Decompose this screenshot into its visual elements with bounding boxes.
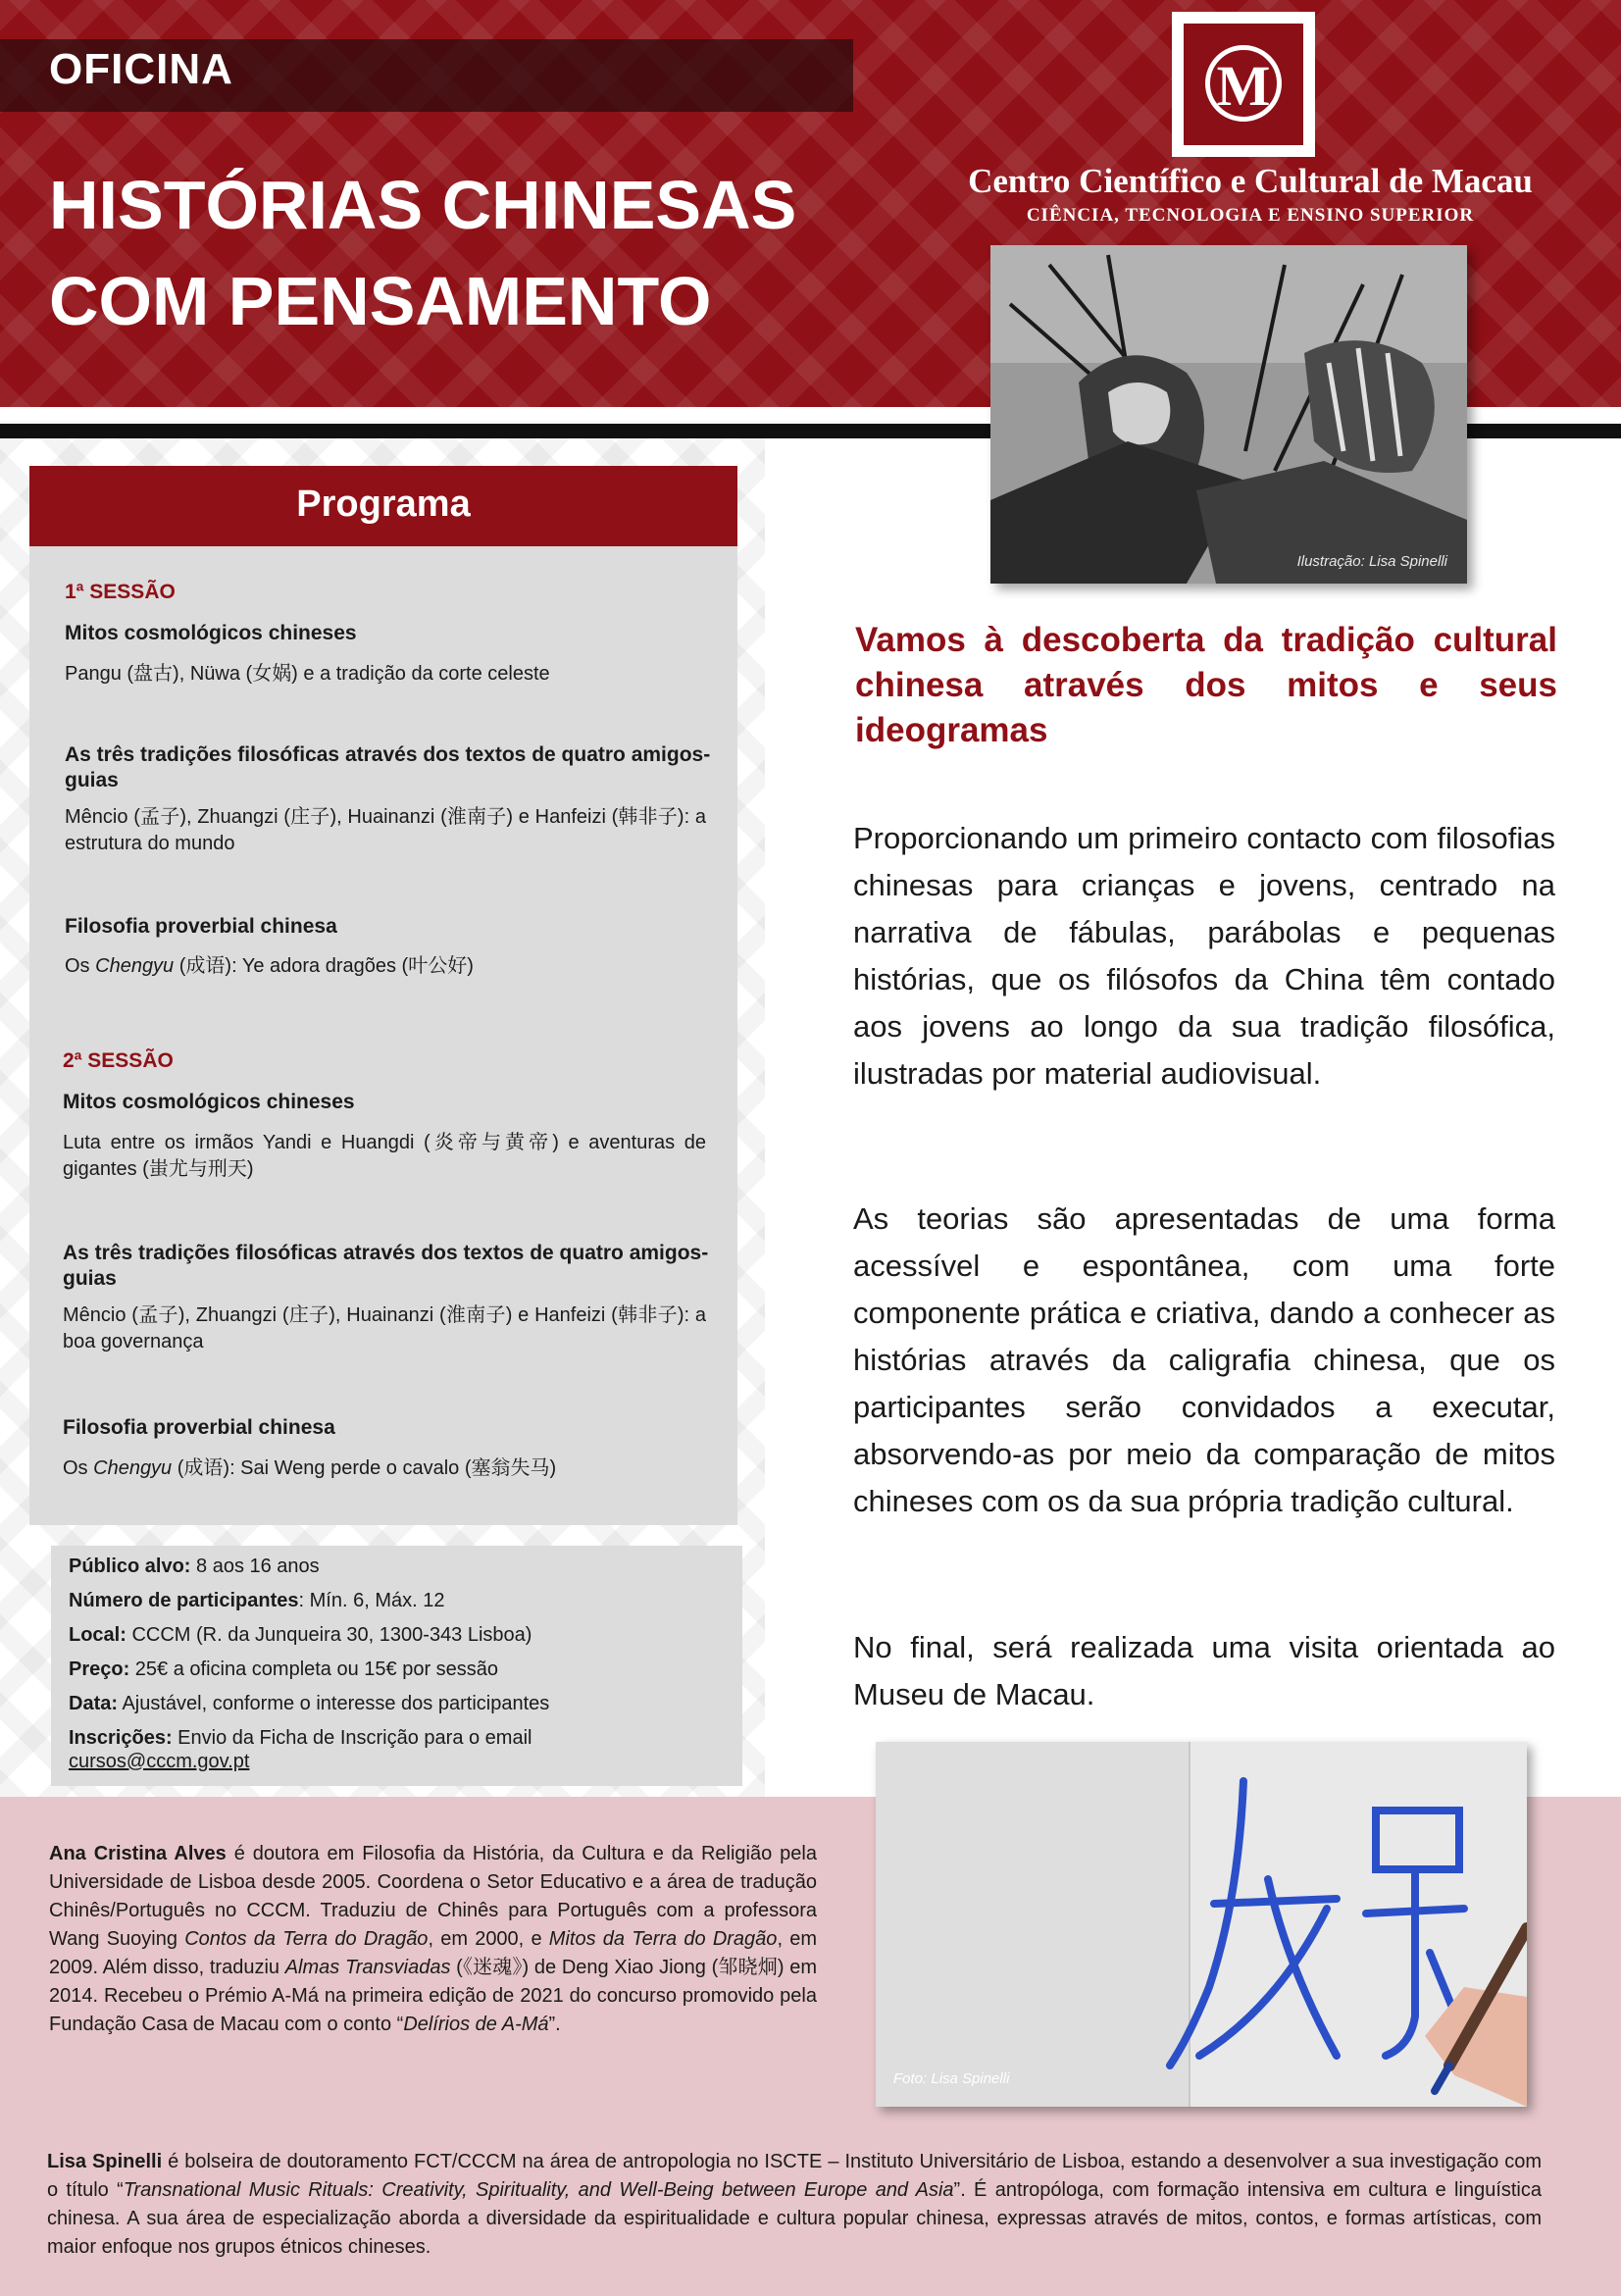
logo-mark-icon [1184, 24, 1303, 145]
calligraphy-drawing-icon [876, 1742, 1527, 2107]
session-1-item-1-text: Pangu (盘古), Nüwa (女娲) e a tradição da corte celeste [65, 663, 550, 685]
body-paragraph-2: As teorias são apresentadas de uma forma acessível e espontânea, com uma forte componente prática e criativa, dando a conhecer as histórias através da caligrafia chinesa, que os participantes serão convidados a executar, absorvendo-as por meio da comparação de mitos chineses com os da sua própria tradição cultural. [853, 1201, 1555, 1518]
info-data: Data: Ajustável, conforme o interesse dos participantes [69, 1693, 550, 1714]
session-2-item-2-text: Mêncio (孟子), Zhuangzi (庄子), Huainanzi (淮南子) e Hanfeizi (韩非子): a boa governança [63, 1304, 706, 1352]
body-paragraph-1: Proporcionando um primeiro contacto com filosofias chinesas para crianças e jovens, centrado na narrativa de fábulas, parábolas e pequenas histórias, que os filósofos da China têm contado aos jovens ao longo da sua tradição filosófica, ilustradas por material audiovisual. [853, 821, 1555, 1091]
info-local: Local: CCCM (R. da Junqueira 30, 1300-343 Lisboa) [69, 1624, 532, 1646]
session-2-label: 2ª SESSÃO [63, 1049, 174, 1072]
lead-heading: Vamos à descoberta da tradição cultural chinesa através dos mitos e seus ideogramas [855, 621, 1557, 749]
info-inscricoes: Inscrições: Envio da Ficha de Inscrição para o email [69, 1727, 532, 1749]
illustration-drawing-icon [990, 245, 1467, 584]
programa-title: Programa [296, 484, 471, 525]
session-1-item-3-text: Os Chengyu (成语): Ye adora dragões (叶公好) [65, 955, 474, 977]
info-participantes: Número de participantes: Mín. 6, Máx. 12 [69, 1590, 445, 1611]
session-1-item-3-heading: Filosofia proverbial chinesa [65, 915, 337, 938]
info-preco: Preço: 25€ a oficina completa ou 15€ por sessão [69, 1658, 499, 1680]
session-2-item-3-text: Os Chengyu (成语): Sai Weng perde o cavalo (塞翁失马) [63, 1457, 557, 1479]
illustration-credit: Ilustração: Lisa Spinelli [1296, 553, 1447, 570]
session-1-item-2-heading: As três tradições filosóficas através dos textos de quatro amigos-guias [65, 743, 711, 791]
logo-letter: M [1216, 54, 1271, 118]
title-line-1: HISTÓRIAS CHINESAS [49, 167, 797, 243]
session-2-item-3-heading: Filosofia proverbial chinesa [63, 1416, 335, 1439]
session-2-item-1-heading: Mitos cosmológicos chineses [63, 1091, 355, 1113]
session-1-item-1-heading: Mitos cosmológicos chineses [65, 622, 357, 644]
programa-panel [29, 466, 737, 1525]
body-paragraph-3: No final, será realizada uma visita orientada ao Museu de Macau. [853, 1630, 1555, 1711]
calligraphy-photo [876, 1742, 1527, 2107]
session-2-item-2-heading: As três tradições filosóficas através dos textos de quatro amigos-guias [63, 1242, 709, 1290]
page-title [49, 157, 853, 349]
warriors-tiger-illustration [990, 245, 1467, 584]
session-1-item-2-text: Mêncio (孟子), Zhuangzi (庄子), Huainanzi (淮南子) e Hanfeizi (韩非子): a estrutura do mundo [65, 806, 706, 854]
org-subtitle: CIÊNCIA, TECNOLOGIA E ENSINO SUPERIOR [1026, 205, 1475, 226]
info-publico: Público alvo: 8 aos 16 anos [69, 1556, 320, 1577]
email-link[interactable]: cursos@cccm.gov.pt [69, 1751, 250, 1772]
cccm-logo [1172, 12, 1315, 157]
oficina-label: OFICINA [49, 45, 233, 93]
title-line-2: COM PENSAMENTO [49, 263, 712, 339]
photo-credit: Foto: Lisa Spinelli [893, 2070, 1010, 2087]
session-2-item-1-text: Luta entre os irmãos Yandi e Huangdi (炎帝与黄帝) e aventuras de gigantes (蚩尤与刑天) [63, 1132, 706, 1180]
session-1-label: 1ª SESSÃO [65, 581, 176, 603]
org-name: Centro Científico e Cultural de Macau [968, 162, 1533, 200]
bio-lisa-spinelli: Lisa Spinelli é bolseira de doutoramento FCT/CCCM na área de antropologia no ISCTE – Instituto Universitário de Lisboa, estando a desenvolver a sua investigação com o título “Transnational Music Rituals: Creativity, Spirituality, and Well-Being between Europe and Asia”. É antropóloga, com formação intensiva em cultura e linguística chinesa. A sua área de especialização aborda a diversidade da espiritualidade e cultura popular chinesa, expressas através de mitos, contos, e formas artísticas, com maior enfoque nos grupos étnicos chineses. [47, 2151, 1542, 2258]
bio-ana-cristina-alves: Ana Cristina Alves é doutora em Filosofia da História, da Cultura e da Religião pela Universidade de Lisboa desde 2005. Coordena o Setor Educativo e a área de tradução Chinês/Português no CCCM. Traduziu de Chinês para Português com a professora Wang Suoying Contos da Terra do Dragão, em 2000, e Mitos da Terra do Dragão, em 2009. Além disso, traduziu Almas Transviadas (《迷魂》) de Deng Xiao Jiong (邹晓炯) em 2014. Recebeu o Prémio A-Má na primeira edição de 2021 do concurso promovido pela Fundação Casa de Macau com o conto “Delírios de A-Má”. [49, 1843, 817, 2035]
programa-header [29, 466, 737, 546]
